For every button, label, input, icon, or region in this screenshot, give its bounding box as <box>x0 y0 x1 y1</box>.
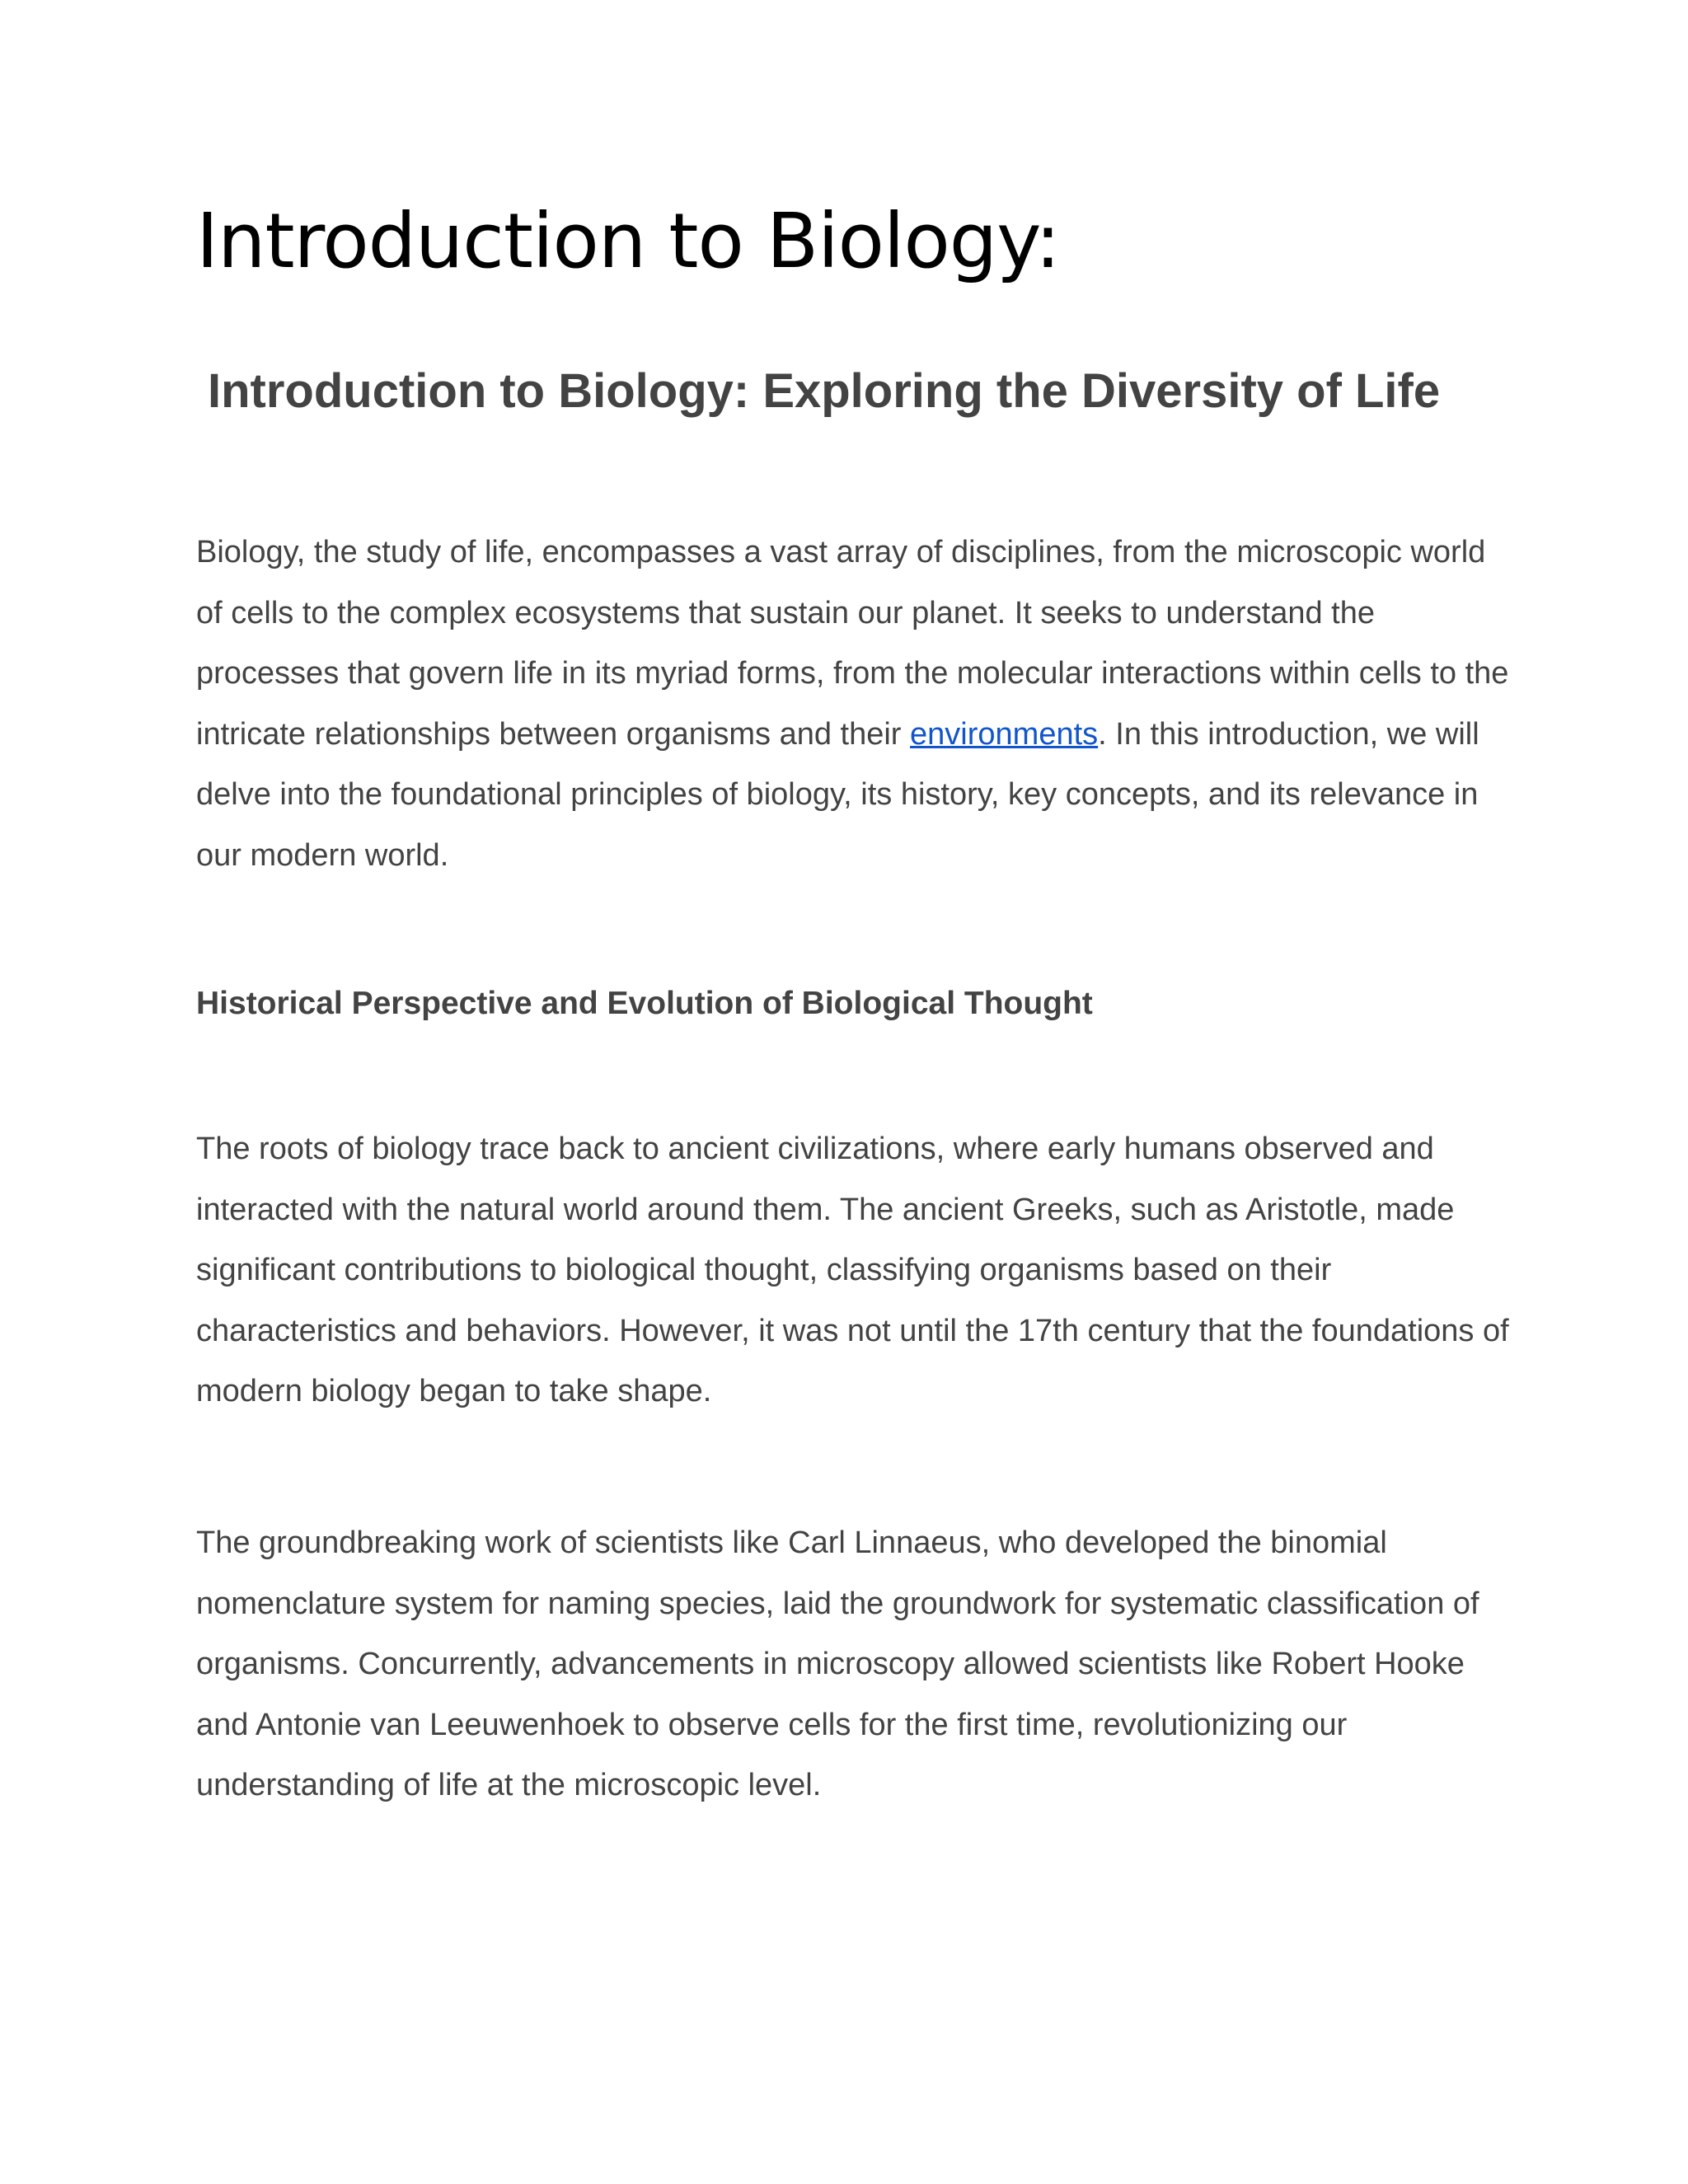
intro-paragraph <box>196 523 1515 886</box>
page-title: Introduction to Biology: <box>196 197 1060 285</box>
history-paragraph: The roots of biology trace back to ancient civilizations, where early humans observed and interacted with the natural world around them. The ancient Greeks, such as Aristotle, made significant contributions to biological thought, classifying organisms based on their characteristics and behaviors. However, it was not until the 17th century that the foundations of modern biology began to take shape. <box>196 1132 1509 1408</box>
intro-text-before-link: Biology, the study of life, encompasses a vast array of disciplines, from the microscopic world of cells to the complex ecosystems that sustain our planet. It seeks to understand the processes that govern life in its myriad forms, from the molecular interactions within cells to the intricate relationships between organisms and their <box>196 535 1509 752</box>
intro-text-after-link: . In this introduction, we will delve into the foundational principles of biology, its history, key concepts, and its relevance in our modern world. <box>196 716 1479 873</box>
section-heading: Historical Perspective and Evolution of Biological Thought <box>196 986 1093 1021</box>
linnaeus-paragraph: The groundbreaking work of scientists like Carl Linnaeus, who developed the binomial nomenclature system for naming species, laid the groundwork for systematic classification of organisms. Concurrently, advancements in microscopy allowed scientists like Robert Hooke and Antonie van Leeuwenhoek to observe cells for the first time, revolutionizing our understanding of life at the microscopic level. <box>196 1526 1479 1802</box>
document-subtitle: Introduction to Biology: Exploring the Diversity of Life <box>208 364 1441 418</box>
environments-link[interactable]: environments <box>910 716 1099 752</box>
